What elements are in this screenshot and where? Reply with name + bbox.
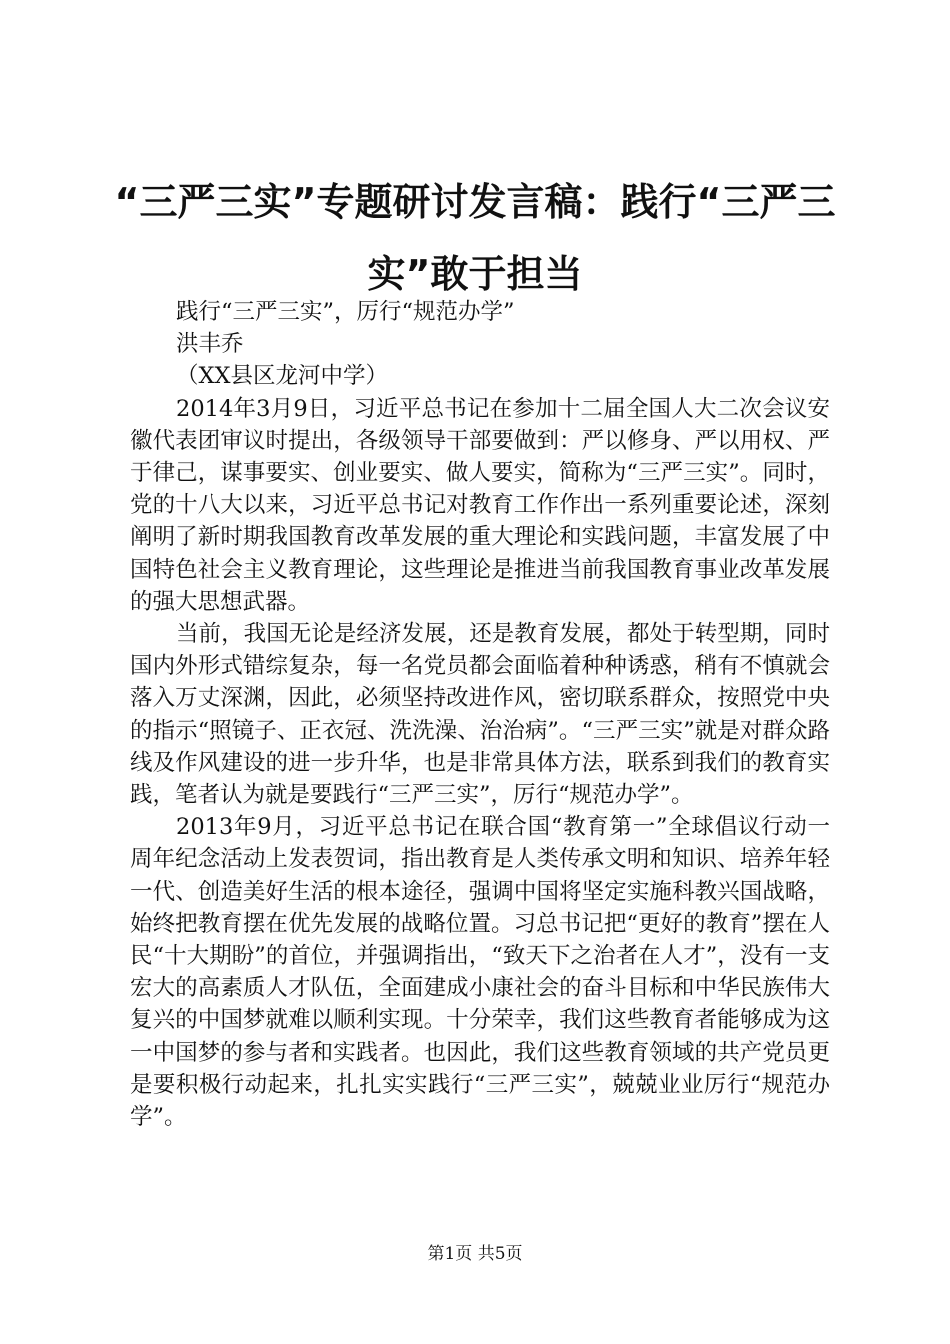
document-title: “三严三实”专题研讨发言稿：践行“三严三实”敢于担当 <box>114 180 836 296</box>
page-number-footer: 第1页 共5页 <box>427 1244 523 1264</box>
paragraph-3: 2013年9月，习近平总书记在联合国“教育第一”全球倡议行动一周年纪念活动上发表贺词，指出教育是人类传承文明和知识、培养年轻一代、创造美好生活的根本途径，强调中国将坚定实施科教兴国战略，始终把教育摆在优先发展的战略位置。习总书记把“更好的教育”摆在人民“十大期盼”的首位，并强调指出，“致天下之治者在人才”，没有一支宏大的高素质人才队伍，全面建成小康社会的奋斗目标和中华民族伟大复兴的中国梦就难以顺利实现。十分荣幸，我们这些教育者能够成为这一中国梦的参与者和实践者。也因此，我们这些教育领域的共产党员更是要积极行动起来，扎扎实实践行“三严三实”，兢兢业业厉行“规范办学”。 <box>130 814 830 1131</box>
paragraph-1: 2014年3月9日，习近平总书记在参加十二届全国人大二次会议安徽代表团审议时提出，各级领导干部要做到：严以修身、严以用权、严于律己，谋事要实、创业要实、做人要实，简称为“三严三实”。同时，党的十八大以来，习近平总书记对教育工作作出一系列重要论述，深刻阐明了新时期我国教育改革发展的重大理论和实践问题，丰富发展了中国特色社会主义教育理论，这些理论是推进当前我国教育事业改革发展的强大思想武器。 <box>130 395 830 615</box>
author-name: 洪丰乔 <box>176 331 244 358</box>
author-affiliation: （XX县区龙河中学） <box>176 363 389 390</box>
paragraph-2: 当前，我国无论是经济发展，还是教育发展，都处于转型期，同时国内外形式错综复杂，每一名党员都会面临着种种诱惑，稍有不慎就会落入万丈深渊，因此，必须坚持改进作风，密切联系群众，按照党中央的指示“照镜子、正衣冠、洗洗澡、治治病”。“三严三实”就是对群众路线及作风建设的进一步升华，也是非常具体方法，联系到我们的教育实践，笔者认为就是要践行“三严三实”，厉行“规范办学”。 <box>130 621 830 809</box>
document-body <box>130 296 830 1133</box>
document-subtitle: 践行“三严三实”，厉行“规范办学” <box>176 299 515 325</box>
